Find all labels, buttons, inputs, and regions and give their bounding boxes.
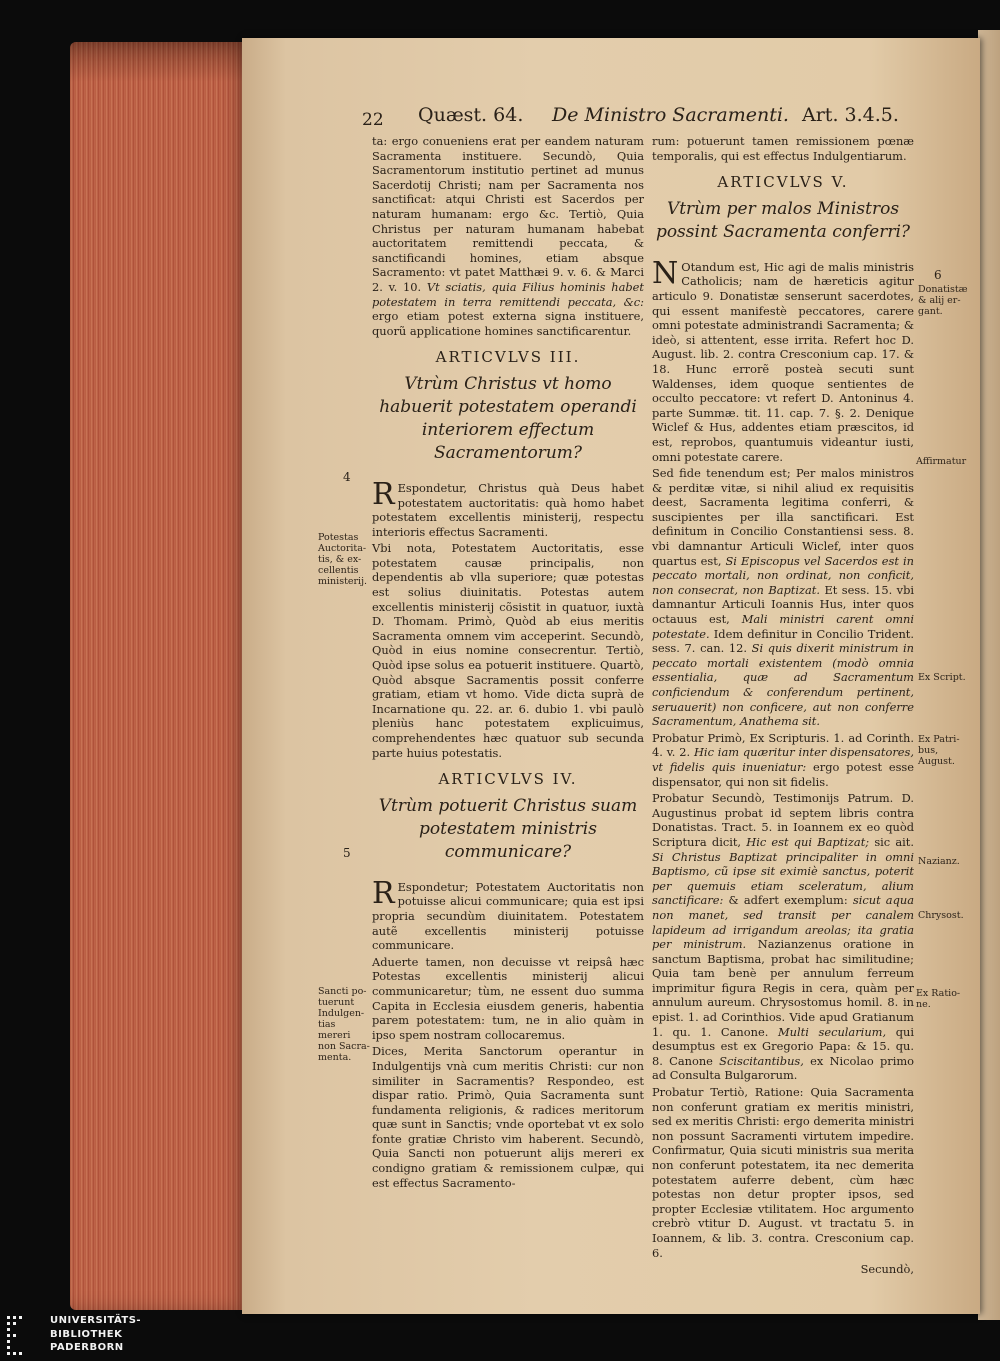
page-number: 22 <box>362 110 384 130</box>
article-5-title: ARTICVLVS V. <box>717 173 849 192</box>
article-3-question: Vtrùm Christus vt homo habuerit potestatem operandi interiorem effectum Sacramentorum? <box>379 373 637 463</box>
margin-note: Ex Script. <box>918 672 966 683</box>
article-3-title: ARTICVLVS III. <box>435 348 581 367</box>
paragraph: R Espondetur; Potestatem Auctoritatis non potuisse alicui communicare; quia est ipsi propria secundùm diuinitatem. Potestatem autẽ excellentis ministerij potuisse communicare. <box>372 875 644 953</box>
facing-page-edge <box>978 30 1000 1320</box>
margin-number: 6 <box>934 268 942 282</box>
book-page-edges <box>70 42 248 1310</box>
margin-note: Ex Patri-bus, August. <box>918 734 960 767</box>
paragraph: Vbi nota, Potestatem Auctoritatis, esse potestatem causæ principalis, non dependentis ab vlla superiore; quæ potestas est solius diuinitatis. Potestas autem excellentis ministerij cõsistit in quatuor, iuxtà D. Thomam. Primò, Quòd ab eius meritis Sacramenta omnem vim acceperint. Secundò, Quòd in eius nomine consecrentur. Tertiò, Quòd ipse solus ea potuerit instituere. Quartò, Quòd absque Sacramentis possit conferre gratiam, etiam vt homo. Vide dicta suprà de Incarnatione qu. 22. ar. 6. dubio 1. vbi paulò pleniùs hanc potestatem explicuimus, comprehendentes hæc quatuor sub secunda parte huius potestatis. <box>372 541 644 760</box>
margin-note: Ex Ratio-ne. <box>916 988 961 1010</box>
library-logo-text: UNIVERSITÄTS- BIBLIOTHEK PADERBORN <box>50 1315 142 1353</box>
library-logo <box>6 1312 176 1360</box>
catchword: Secundò, <box>860 1262 914 1277</box>
header-articles: Art. 3.4.5. <box>802 104 899 126</box>
drop-cap: R <box>372 476 395 512</box>
library-logo-icon <box>6 1314 40 1358</box>
running-header <box>362 104 942 136</box>
left-column <box>372 134 644 1192</box>
paragraph: Sed fide tenendum est; Per malos ministros & perditæ vitæ, si nihil aliud ex requisitis deest, Sacramenta legitima conferri, & suscipientes per illa sanctificari. Est definitum in Concilio Constantiensi sess. 8. vbi damnantur Articuli Wiclef, inter quos quartus est, Si Episcopus vel Sacerdos est in peccato mortali, non ordinat, non conficit, non consecrat, non Baptizat. Et sess. 15. vbi damnantur Articuli Ioannis Hus, inter quos octauus est, Mali ministri carent omni potestate. Idem definitur in Concilio Trident. sess. 7. can. 12. Si quis dixerit ministrum in peccato mortali existentem (modò omnia essentialia, quæ ad Sacramentum conficiendum & conferendum pertinent, seruauerit) non conficere, aut non conferre Sacramentum, Anathema sit. <box>652 466 915 729</box>
right-column <box>652 134 914 1279</box>
article-4-question: Vtrùm potuerit Christus suam potestatem ministris communicare? <box>378 795 638 862</box>
margin-note: Affirmatur <box>916 456 967 467</box>
margin-number: 5 <box>343 846 351 860</box>
drop-cap: N <box>652 255 679 291</box>
paragraph: Probatur Tertiò, Ratione: Quia Sacramenta non conferunt gratiam ex meritis ministri, sed ex meritis Christi: ergo demerita ministri non possunt Sacramenti virtutem impedire. Confirmatur, Quia sicuti ministris sua merita non conferunt potestatem, ita nec demerita potestatem auferre debent, cùm hæc potestas non detur propter ipsos, sed propter Ecclesiæ vtilitatem. Hoc argumento crebrò vtitur D. August. vt tractatu 5. in Ioannem, & lib. 3. contra. Cresconium cap. 6. <box>652 1085 914 1260</box>
margin-note: Nazianz. <box>918 856 960 867</box>
article-5-question: Vtrùm per malos Ministros possint Sacramenta conferri? <box>655 198 911 242</box>
paragraph: R Espondetur, Christus quà Deus habet potestatem auctoritatis: quà homo habet potestatem excellentis ministerij, respectu interioris effectus Sacramenti. <box>372 476 644 539</box>
paragraph: N Otandum est, Hic agi de malis ministris Catholicis; nam de hæreticis agitur articulo 9. Donatistæ senserunt sacerdotes, qui essent manifestè peccatores, carere omni potestate administrandi Sacramenta; & ideò, si attentent, esse irrita. Refert hoc D. August. lib. 2. contra Cresconium cap. 17. & 18. Hunc errorẽ posteà secuti sunt Waldenses, idem quoque sentientes de occulto peccatore: vt refert D. Antoninus 4. parte Summæ. tit. 11. cap. 7. §. 2. Denique Wiclef & Hus, addentes etiam præscitos, id est, reprobos, quantumuis videantur iusti, omni potestate carere. <box>652 255 914 464</box>
header-question: Quæst. 64. <box>418 104 524 126</box>
margin-note: Chrysost. <box>918 910 964 921</box>
margin-note: Donatistæ & alij er-gant. <box>918 284 968 317</box>
paragraph: ta: ergo conueniens erat per eandem naturam Sacramenta instituere. Secundò, Quia Sacramentorum institutio pertinet ad munus Sacerdotij Christi; nam per Sacramenta nos sanctificat: atqui Christi est Sacerdos per naturam humanam: ergo &c. Tertiò, Quia Christus per naturam humanam habebat auctoritatem remittendi peccata, & sanctificandi homines, etiam absque Sacramento: vt patet Matthæi 9. v. 6. & Marci 2. v. 10. Vt sciatis, quia Filius hominis habet potestatem in terra remittendi peccata, &c: ergo etiam potest externa signa instituere, quorũ applicatione homines sanctificarentur. <box>372 134 644 338</box>
paragraph: Dices, Merita Sanctorum operantur in Indulgentijs vnà cum meritis Christi: cur non similiter in Sacramentis? Respondeo, est dispar ratio. Primò, Quia Sacramenta sunt fundamenta religionis, & radices meritorum quæ sunt in Sanctis; vnde oportebat vt ex solo fonte gratiæ Christo vim haberent. Secundò, Quia Sancti non potuerunt alijs mereri ex condigno gratiam & remissionem culpæ, qui est effectus Sacramento- <box>372 1044 644 1190</box>
paragraph: Probatur Secundò, Testimonijs Patrum. D. Augustinus probat id septem libris contra Donatistas. Tract. 5. in Ioannem ex eo quòd Scriptura dicit, Hic est qui Baptizat; sic ait. Si Christus Baptizat principaliter in omni Baptismo, cũ ipse sit eximiè sanctus, poterit per quemuis etiam sceleratum, alium sanctificare: & adfert exemplum: sicut aqua non manet, sed transit per canalem lapideum ad irrigandum areolas; ita gratia per ministrum. Nazianzenus oratione in sanctum Baptisma, probat hac similitudine; Quia tam benè per annulum ferreum imprimitur figura Regis in cera, quàm per annulum aureum. Chrysostomus homil. 8. in epist. 1. ad Corinthios. Vide apud Gratianum 1. qu. 1. Canone. Multi secularium, qui desumptus est ex Gregorio Papa: & 15. qu. 8. Canone Sciscitantibus, ex Nicolao primo ad Consulta Bulgarorum. <box>652 791 915 1083</box>
article-4-title: ARTICVLVS IV. <box>438 770 578 789</box>
book-edge-shadow <box>70 42 248 82</box>
margin-note: Potestas Auctorita-tis, & ex-cellentis ministerij. <box>318 532 368 587</box>
margin-number: 4 <box>343 470 351 484</box>
paragraph: Aduerte tamen, non decuisse vt reipsâ hæc Potestas excellentis ministerij alicui communicaretur; tùm, ne essent duo summa Capita in Ecclesia eiusdem generis, habentia parem potestatem: tum, ne in alio quàm in ipso spem nostram collocaremus. <box>372 954 644 1042</box>
paragraph: rum: potuerunt tamen remissionem pœnæ temporalis, qui est effectus Indulgentiarum. <box>652 134 914 163</box>
margin-note: Sancti po-tuerunt Indulgen-tias mereri non Sacra-menta. <box>318 986 370 1063</box>
paragraph: Probatur Primò, Ex Scripturis. 1. ad Corinth. 4. v. 2. Hic iam quæritur inter dispensatores, vt fidelis quis inueniatur: ergo potest esse dispensator, qui non sit fidelis. <box>652 730 915 789</box>
drop-cap: R <box>372 875 395 911</box>
header-title: De Ministro Sacramenti. <box>552 104 789 126</box>
